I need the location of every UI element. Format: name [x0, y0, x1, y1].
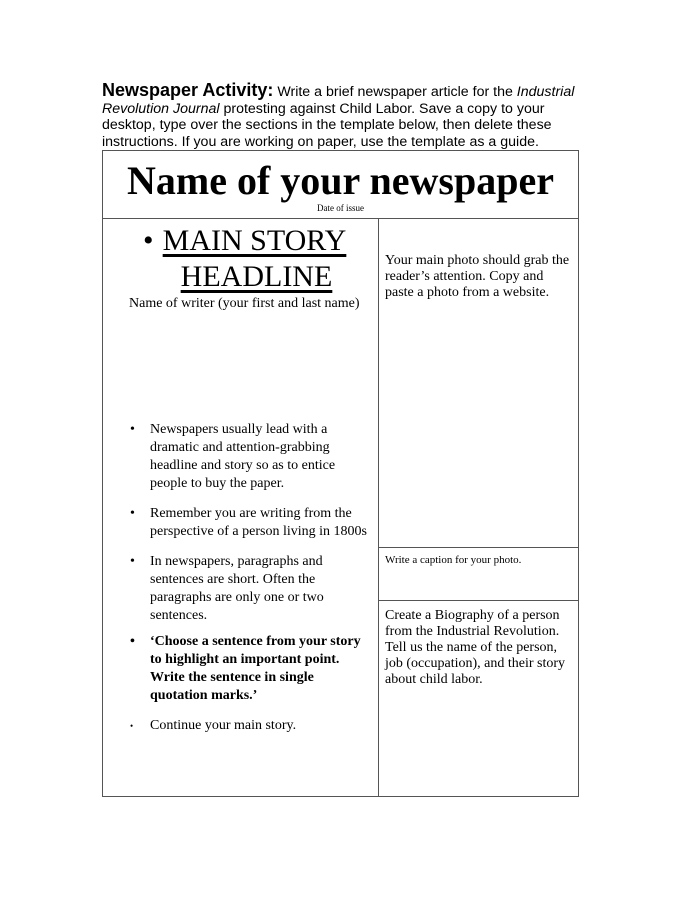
- date-of-issue[interactable]: Date of issue: [317, 203, 364, 213]
- story-bullet-list: [103, 421, 378, 735]
- bullet-icon: •: [130, 634, 135, 649]
- instructions-text-2: protesting against Child Labor. Save a copy to your desktop, type over the sections in the template below, then delete these instructions. If you are working on paper, use the template as a guide.: [102, 100, 552, 150]
- list-item[interactable]: [103, 553, 378, 625]
- instructions-paragraph: [102, 82, 592, 150]
- instructions-text-1: Write a brief newspaper article for the: [273, 84, 517, 100]
- masthead: [103, 151, 578, 219]
- list-item[interactable]: [103, 717, 378, 735]
- instructions-lead: Newspaper Activity:: [102, 80, 274, 100]
- main-story-headline[interactable]: [103, 223, 378, 295]
- main-story-column: [103, 219, 379, 796]
- writer-name[interactable]: Name of writer (your first and last name): [129, 296, 360, 311]
- bullet-text: Remember you are writing from the perspective of a person living in 1800s: [150, 506, 367, 539]
- bullet-icon: •: [130, 721, 134, 731]
- photo-instructions: Your main photo should grab the reader’s attention. Copy and paste a photo from a website.: [385, 253, 570, 300]
- headline-line-1: MAIN STORY: [162, 224, 347, 257]
- bullet-text: In newspapers, paragraphs and sentences are short. Often the paragraphs are only one or two sentences.: [150, 554, 324, 623]
- headline-line-2: HEADLINE: [180, 260, 333, 293]
- bullet-text: ‘Choose a sentence from your story to highlight an important point. Write the sentence in single quotation marks.’: [150, 634, 361, 703]
- newspaper-name[interactable]: Name of your newspaper: [126, 158, 554, 203]
- newspaper-template: [102, 150, 579, 797]
- bullet-icon: •: [130, 422, 135, 437]
- bullet-icon: •: [130, 554, 135, 569]
- instructions-journal-name: Industrial Revolution Journal: [102, 84, 575, 117]
- list-item[interactable]: [103, 421, 378, 493]
- photo-caption-cell[interactable]: [379, 548, 578, 601]
- biography-cell[interactable]: [379, 601, 578, 796]
- biography-text: Create a Biography of a person from the Industrial Revolution. Tell us the name of the person, job (occupation), and their story about child labor.: [385, 608, 566, 687]
- list-item[interactable]: [103, 505, 378, 541]
- bullet-text: Continue your main story.: [150, 718, 297, 733]
- headline-bullet-icon: •: [143, 224, 154, 257]
- bullet-text: Newspapers usually lead with a dramatic and attention-grabbing headline and story so as to entice people to buy the paper.: [150, 422, 336, 491]
- list-item[interactable]: [103, 633, 378, 705]
- bullet-icon: •: [130, 506, 135, 521]
- main-photo-cell[interactable]: [379, 219, 578, 548]
- caption-text: Write a caption for your photo.: [385, 554, 522, 566]
